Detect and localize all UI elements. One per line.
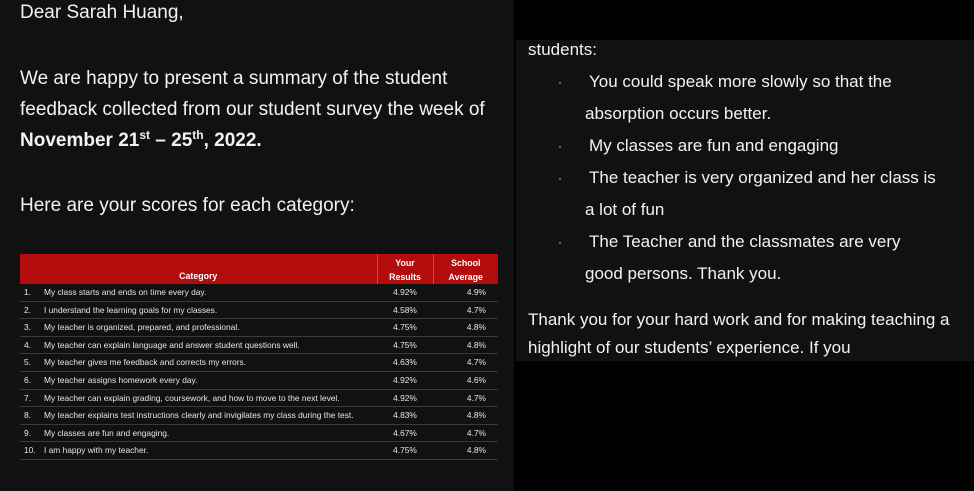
table-row [20, 407, 498, 425]
comment-item [516, 66, 974, 130]
row-your-result: 4.83% [377, 407, 433, 425]
scores-table-header-row [20, 254, 498, 284]
row-category [20, 371, 377, 389]
row-your-result: 4.67% [377, 424, 433, 442]
row-number: 6. [24, 374, 31, 385]
row-category [20, 301, 377, 319]
row-category-text: My teacher explains test instructions clearly and invigilates my class during the test. [44, 410, 354, 421]
table-row [20, 336, 498, 354]
row-your-result: 4.92% [377, 284, 433, 301]
thanks-paragraph: Thank you for your hard work and for making teaching a highlight of our students’ experience. If you [528, 310, 950, 357]
row-category-text: My teacher can explain language and answer student questions well. [44, 339, 300, 350]
row-number: 2. [24, 304, 31, 315]
row-number: 8. [24, 410, 31, 421]
table-row [20, 354, 498, 372]
comment-item [516, 226, 974, 290]
row-school-average: 4.9% [433, 284, 498, 301]
survey-date: November 21st – 25th, 2022. [20, 128, 262, 151]
row-category [20, 336, 377, 354]
row-school-average: 4.7% [433, 424, 498, 442]
table-row [20, 319, 498, 337]
bullet-icon: · [558, 171, 562, 185]
row-your-result: 4.63% [377, 354, 433, 372]
row-number: 7. [24, 392, 31, 403]
table-row [20, 301, 498, 319]
row-school-average: 4.7% [433, 301, 498, 319]
comment-item [516, 130, 974, 162]
row-category [20, 319, 377, 337]
row-category-text: My class starts and ends on time every day. [44, 287, 207, 297]
comment-line: My classes are fun and engaging [589, 136, 839, 155]
row-your-result: 4.92% [377, 389, 433, 407]
row-category-text: My teacher gives me feedback and corrects my errors. [44, 357, 247, 368]
row-your-result: 4.75% [377, 442, 433, 460]
intro-text: We are happy to present a summary of the student feedback collected from our student survey the week of [20, 68, 485, 120]
row-number: 1. [24, 287, 31, 297]
row-category-text: I am happy with my teacher. [44, 445, 149, 456]
students-label: students: [528, 40, 597, 59]
scores-heading: Here are your scores for each category: [20, 195, 355, 216]
row-number: 4. [24, 339, 31, 350]
row-category [20, 442, 377, 460]
header-your-results: Your Results [377, 254, 433, 284]
letter-greeting: Dear Sarah Huang, [20, 2, 184, 23]
comment-line-continued: a lot of fun [585, 200, 665, 219]
comment-item [516, 162, 974, 226]
row-category-text: My teacher assigns homework every day. [44, 374, 198, 385]
table-row [20, 442, 498, 460]
row-your-result: 4.92% [377, 371, 433, 389]
row-category [20, 389, 377, 407]
row-category-text: My classes are fun and engaging. [44, 427, 170, 438]
scores-table [20, 254, 498, 460]
comment-line: You could speak more slowly so that the [589, 72, 892, 91]
row-school-average: 4.6% [433, 371, 498, 389]
row-school-average: 4.8% [433, 407, 498, 425]
table-row [20, 424, 498, 442]
row-your-result: 4.75% [377, 336, 433, 354]
row-category [20, 284, 377, 301]
row-number: 10. [24, 445, 36, 456]
row-category [20, 407, 377, 425]
comment-line: The teacher is very organized and her class is [589, 168, 936, 187]
table-row [20, 371, 498, 389]
comment-list [516, 66, 974, 290]
letter-intro [20, 63, 510, 156]
row-category [20, 354, 377, 372]
row-category [20, 424, 377, 442]
row-your-result: 4.75% [377, 319, 433, 337]
header-category: Category [20, 254, 377, 284]
bullet-icon: · [558, 75, 562, 89]
comment-line-continued: good persons. Thank you. [585, 264, 782, 283]
row-school-average: 4.7% [433, 354, 498, 372]
comments-panel [516, 40, 974, 361]
row-category-text: I understand the learning goals for my classes. [44, 304, 218, 315]
scores-table-wrapper [20, 254, 498, 460]
row-number: 3. [24, 322, 31, 333]
bullet-icon: · [558, 139, 562, 153]
bullet-icon: · [558, 235, 562, 249]
row-category-text: My teacher can explain grading, coursework, and how to move to the next level. [44, 392, 340, 403]
comment-line-continued: absorption occurs better. [585, 104, 772, 123]
row-school-average: 4.8% [433, 319, 498, 337]
header-school-average: School Average [433, 254, 498, 284]
row-number: 9. [24, 427, 31, 438]
row-your-result: 4.58% [377, 301, 433, 319]
row-number: 5. [24, 357, 31, 368]
table-row [20, 389, 498, 407]
row-school-average: 4.7% [433, 389, 498, 407]
row-school-average: 4.8% [433, 336, 498, 354]
row-school-average: 4.8% [433, 442, 498, 460]
table-row [20, 284, 498, 301]
comment-line: The Teacher and the classmates are very [589, 232, 901, 251]
row-category-text: My teacher is organized, prepared, and professional. [44, 322, 240, 333]
